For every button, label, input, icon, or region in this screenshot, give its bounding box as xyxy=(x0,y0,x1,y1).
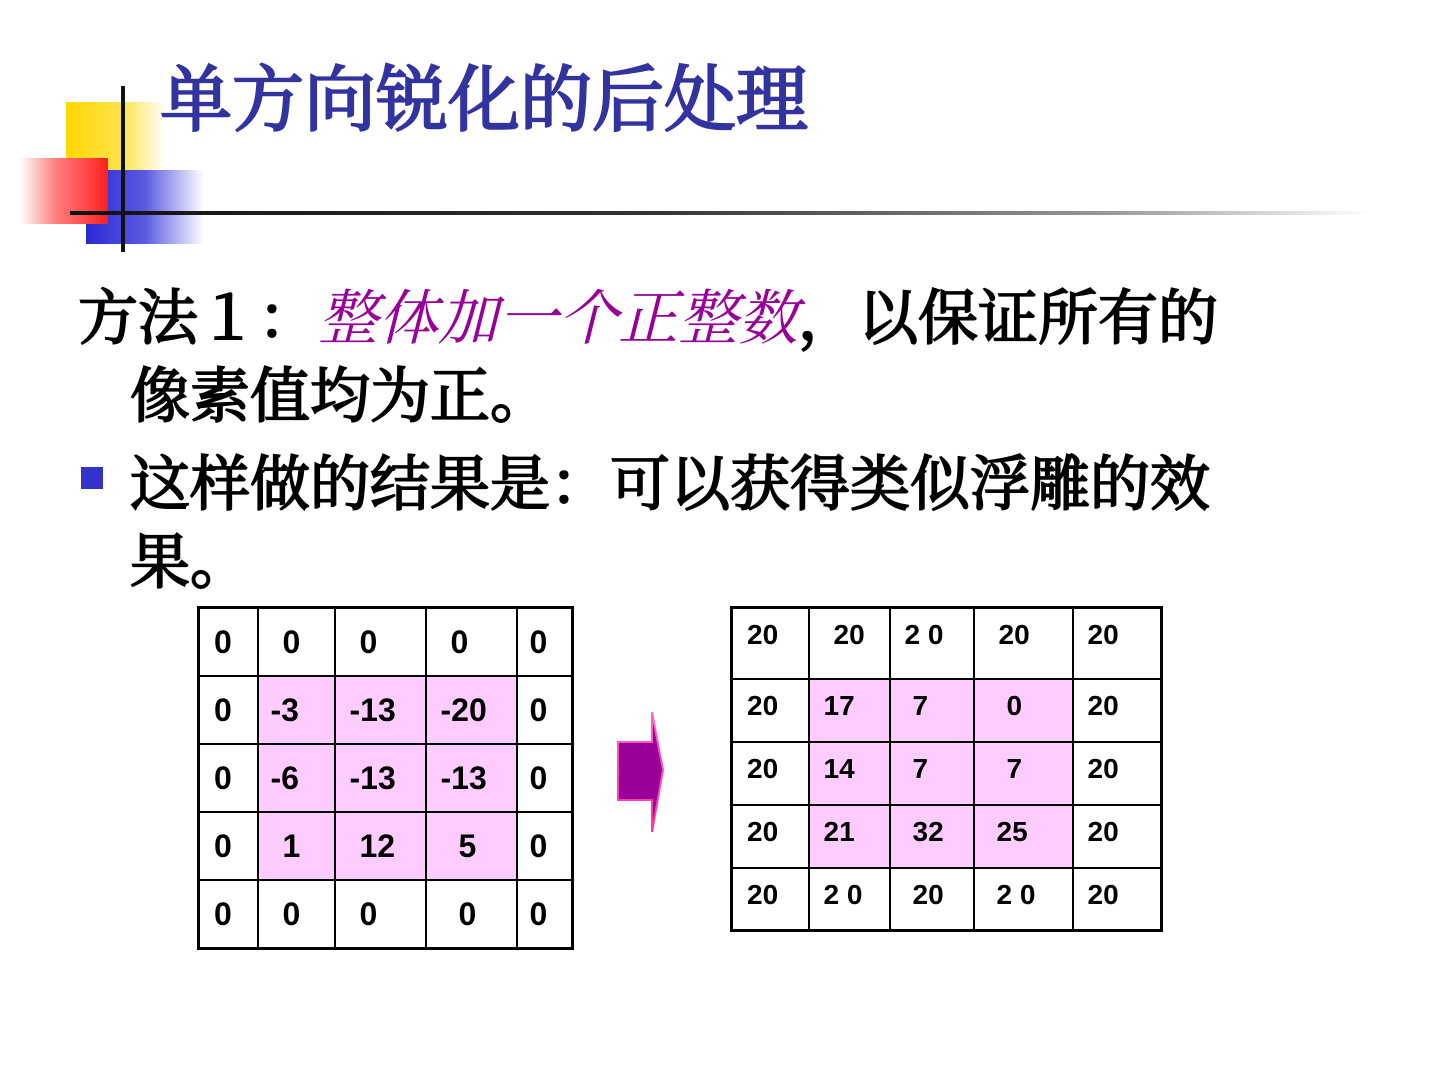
matrix-cell: 0 xyxy=(199,744,258,812)
matrix-cell: 32 xyxy=(890,805,974,868)
table-row xyxy=(732,805,1162,868)
matrix-cell: 2 0 xyxy=(890,608,974,679)
matrix-cell: 0 xyxy=(335,608,426,677)
table-row xyxy=(199,676,573,744)
matrix-cell: -20 xyxy=(426,676,517,744)
matrix-cell: 17 xyxy=(809,679,890,742)
result-line-1: 这样做的结果是：可以获得类似浮雕的效 xyxy=(130,450,1210,520)
matrix-cell: 12 xyxy=(335,812,426,880)
matrix-cell: 0 xyxy=(426,608,517,677)
matrix-cell: 20 xyxy=(974,608,1073,679)
matrix-cell: 0 xyxy=(517,744,573,812)
matrix-cell: 5 xyxy=(426,812,517,880)
matrix-cell: 20 xyxy=(732,805,809,868)
matrix-cell: 0 xyxy=(258,880,335,949)
method-suffix: ，以保证所有的 xyxy=(798,284,1218,354)
matrix-cell: 0 xyxy=(517,880,573,949)
table-row xyxy=(732,679,1162,742)
matrix-cell: -13 xyxy=(335,744,426,812)
matrix-cell: 7 xyxy=(890,679,974,742)
matrix-cell: 14 xyxy=(809,742,890,805)
matrix-cell: 0 xyxy=(199,812,258,880)
method-paragraph xyxy=(78,280,1378,436)
table-row xyxy=(199,812,573,880)
matrix-cell: 0 xyxy=(517,676,573,744)
method-prefix: 方法１： xyxy=(78,284,318,354)
method-line-2: 像素值均为正。 xyxy=(130,362,550,432)
matrix-cell: 20 xyxy=(732,608,809,679)
method-highlight: 整体加一个正整数 xyxy=(318,284,798,354)
matrix-cell: 20 xyxy=(1073,742,1162,805)
matrix-cell: 0 xyxy=(258,608,335,677)
matrix-cell: 20 xyxy=(1073,608,1162,679)
table-row xyxy=(732,742,1162,805)
matrix-cell: 20 xyxy=(1073,868,1162,931)
table-row xyxy=(732,868,1162,931)
matrix-cell: -13 xyxy=(335,676,426,744)
result-bullet xyxy=(78,446,1378,602)
matrix-cell: 25 xyxy=(974,805,1073,868)
matrix-cell: -6 xyxy=(258,744,335,812)
matrix-cell: 7 xyxy=(890,742,974,805)
table-row xyxy=(199,608,573,677)
right-matrix-table xyxy=(730,606,1163,932)
matrix-cell: 20 xyxy=(890,868,974,931)
matrix-cell: 0 xyxy=(426,880,517,949)
right-arrow-icon xyxy=(616,710,666,836)
title-underline xyxy=(70,211,1370,215)
matrix-cell: 0 xyxy=(335,880,426,949)
matrix-cell: 20 xyxy=(1073,679,1162,742)
matrix-cell: 0 xyxy=(517,608,573,677)
table-row xyxy=(199,880,573,949)
result-line-2: 果。 xyxy=(130,528,250,598)
matrix-cell: 2 0 xyxy=(809,868,890,931)
table-row xyxy=(199,744,573,812)
table-row xyxy=(732,608,1162,679)
matrix-cell: 0 xyxy=(974,679,1073,742)
matrix-cell: 2 0 xyxy=(974,868,1073,931)
matrix-cell: -3 xyxy=(258,676,335,744)
matrix-cell: 20 xyxy=(732,679,809,742)
matrix-cell: 1 xyxy=(258,812,335,880)
matrix-cell: 20 xyxy=(732,868,809,931)
matrix-cell: 0 xyxy=(517,812,573,880)
matrix-cell: 20 xyxy=(1073,805,1162,868)
decorative-vertical-line xyxy=(121,86,125,252)
matrix-cell: 7 xyxy=(974,742,1073,805)
slide-title: 单方向锐化的后处理 xyxy=(160,58,809,142)
matrix-cell: 21 xyxy=(809,805,890,868)
matrix-cell: 20 xyxy=(732,742,809,805)
matrix-cell: 0 xyxy=(199,880,258,949)
matrix-cell: -13 xyxy=(426,744,517,812)
matrix-cell: 0 xyxy=(199,608,258,677)
left-matrix-table xyxy=(197,606,574,950)
matrix-cell: 0 xyxy=(199,676,258,744)
matrix-cell: 20 xyxy=(809,608,890,679)
